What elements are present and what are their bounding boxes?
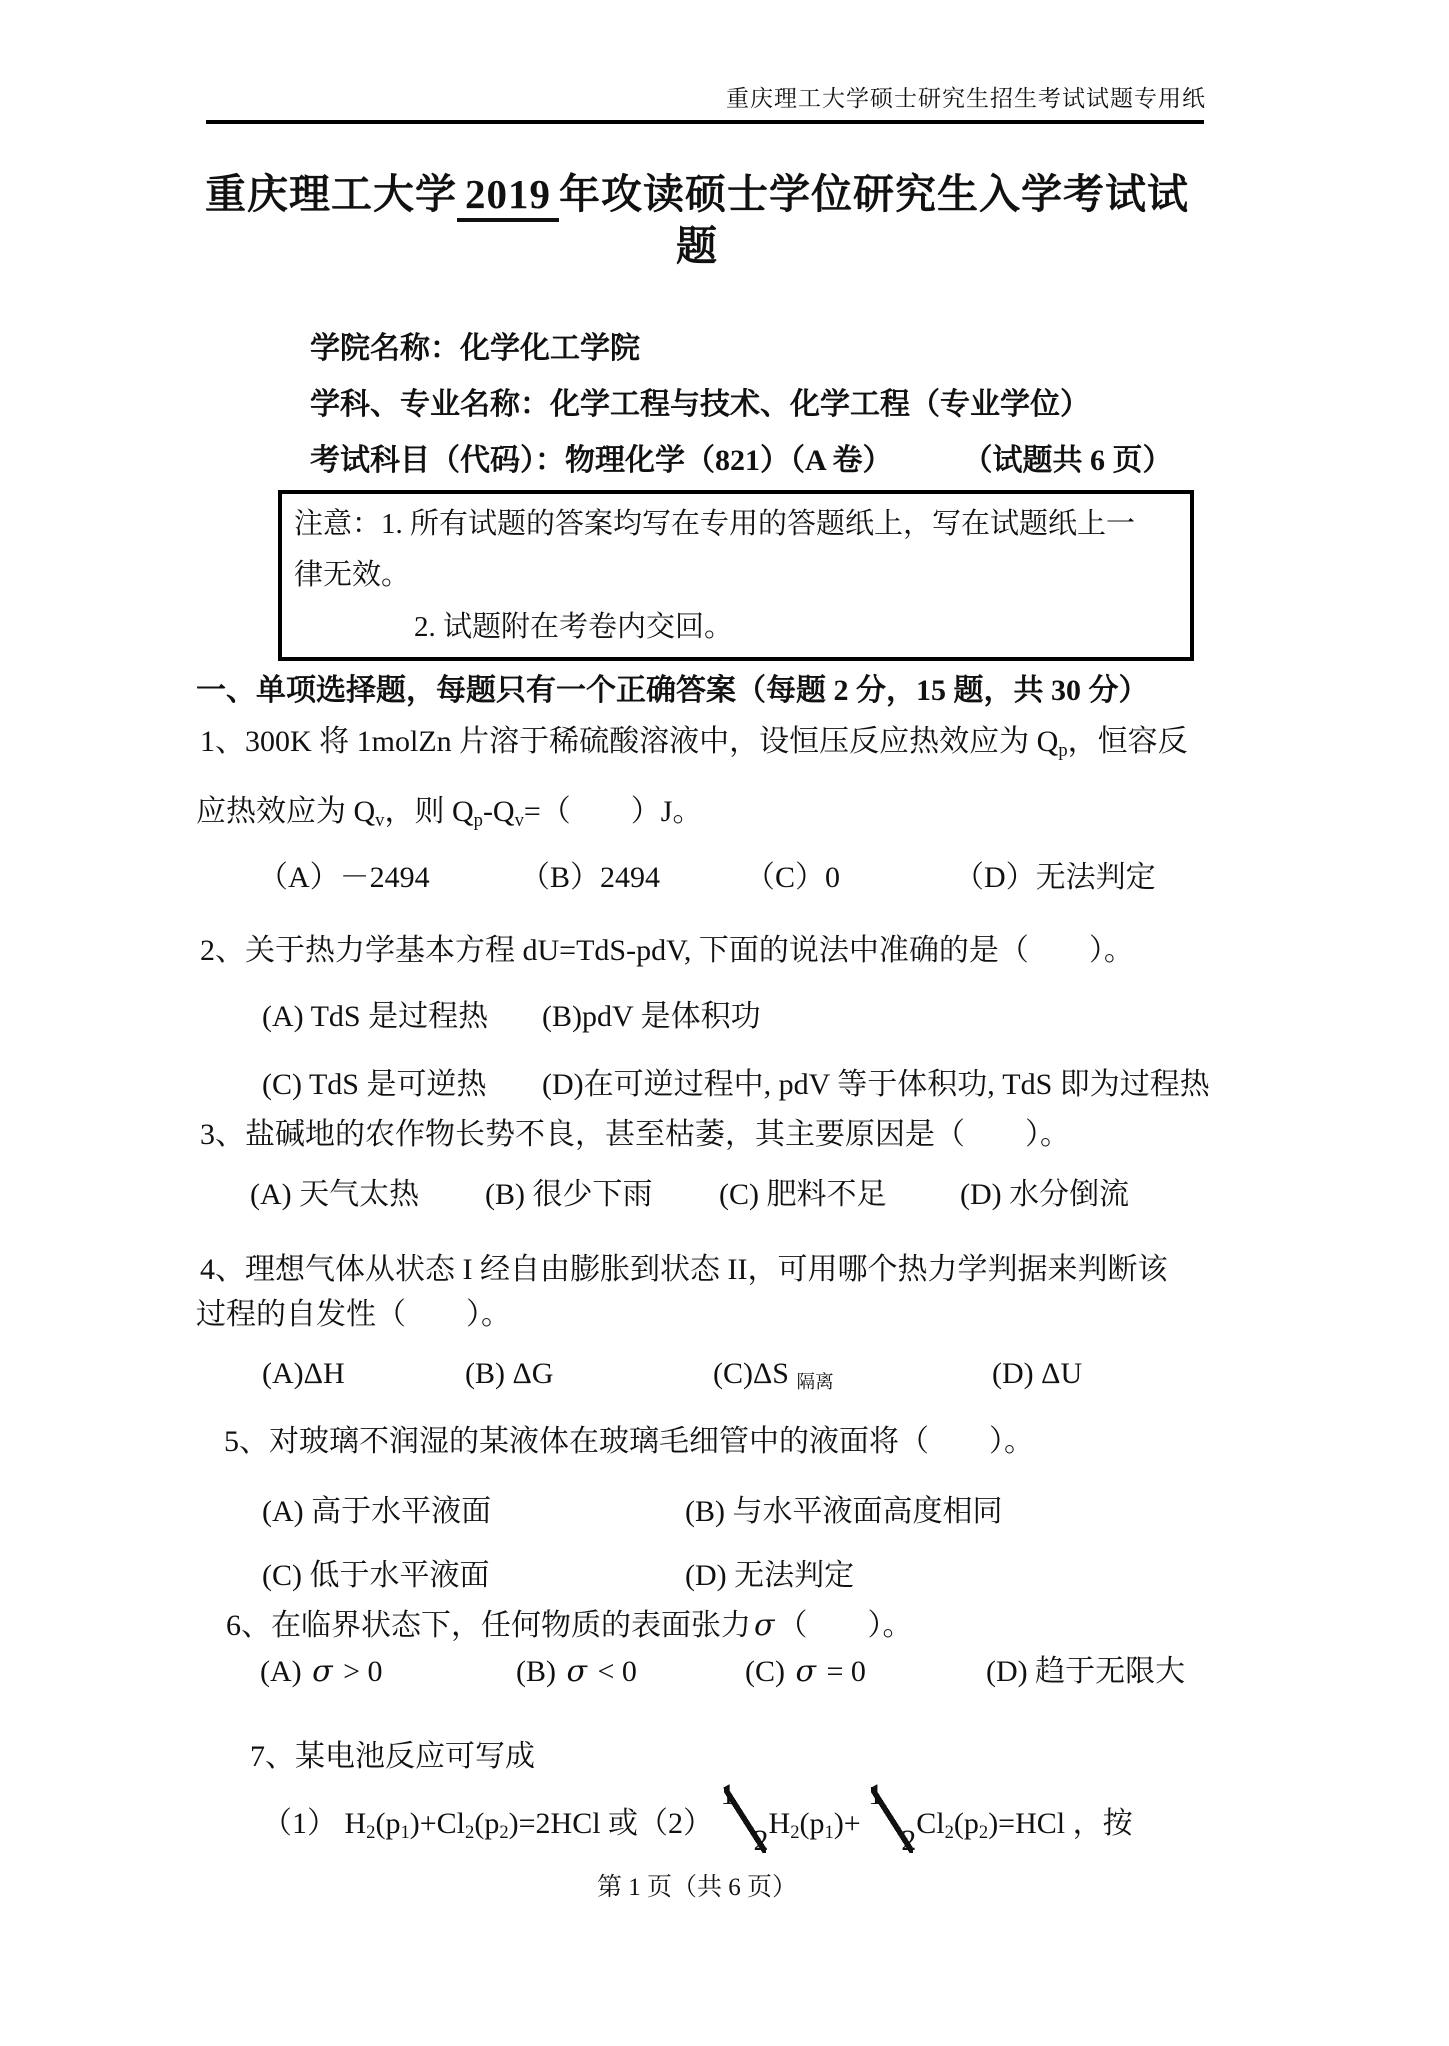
q1-option-a (258, 856, 520, 900)
text-run: (D) ΔU (992, 1357, 1083, 1390)
title-year-underlined: 2019 (457, 171, 559, 222)
q1-option-c (745, 856, 954, 900)
text-run: 6、在临界状态下，任何物质的表面张力 (226, 1609, 751, 1642)
text-run: -Q (482, 795, 515, 828)
q4-option-b (465, 1352, 713, 1396)
subscript-text: 2 (978, 1822, 989, 1844)
q2-option-a (262, 995, 542, 1039)
text-run: (B) 很少下雨 (485, 1178, 653, 1211)
text-run: 5、对玻璃不润湿的某液体在玻璃毛细管中的液面将（ ）。 (224, 1425, 1034, 1458)
subscript-text: 1 (824, 1822, 834, 1844)
text-run: (C)ΔS (713, 1357, 797, 1390)
text-run: (B) 与水平液面高度相同 (685, 1495, 1003, 1528)
text-run: （B）2494 (520, 861, 661, 894)
q2-stem (196, 929, 1252, 973)
text-run: 过程的自发性（ ）。 (196, 1298, 511, 1331)
title-prefix: 重庆理工大学 (205, 171, 457, 217)
text-run: (B) ΔG (465, 1357, 554, 1390)
fraction-numerator: 1 (720, 1778, 736, 1811)
text-run: < 0 (589, 1655, 637, 1688)
q7-equation (196, 1778, 1252, 1857)
text-run: (p (953, 1807, 979, 1840)
question-q1 (196, 720, 1252, 900)
text-run: (C) 低于水平液面 (262, 1559, 490, 1592)
text-run: (A) 高于水平液面 (262, 1495, 492, 1528)
q3-option-d (960, 1178, 1129, 1211)
q1-stem-line2 (196, 790, 1252, 834)
question-text (200, 934, 1134, 967)
page-footer: 第 1 页（共 6 页） (596, 1874, 797, 1901)
q3-option-c (719, 1173, 960, 1217)
sigma-symbol: σ (312, 1654, 333, 1689)
text-run: )+Cl (409, 1807, 466, 1840)
text-run: (D) 无法判定 (685, 1559, 855, 1592)
q6-option-a (260, 1650, 516, 1694)
text-run: (A) 天气太热 (250, 1178, 420, 1211)
subscript-text: v (514, 810, 524, 832)
q5-options-cd (196, 1554, 1252, 1598)
q5-stem (196, 1420, 1252, 1464)
text-run: )=2HCl 或（2） (508, 1807, 721, 1840)
q2-option-d (542, 1068, 1210, 1101)
notice-line-2: 律无效。 (294, 559, 411, 591)
text-run: )+ (833, 1807, 869, 1840)
text-run: (p (799, 1807, 825, 1840)
text-run: (C) 肥料不足 (719, 1178, 887, 1211)
text-run: > 0 (335, 1655, 383, 1688)
section1-heading: 一、单项选择题，每题只有一个正确答案（每题 2 分，15 题，共 30 分） (196, 674, 1149, 707)
text-run: =（ ）J。 (523, 795, 703, 828)
header-rule (206, 120, 1204, 124)
question-text (224, 1425, 1034, 1458)
fraction-numerator: 1 (868, 1778, 884, 1811)
text-run: (D)在可逆过程中, pdV 等于体积功, TdS 即为过程热 (542, 1068, 1210, 1101)
subject-line (310, 444, 1252, 478)
text-run: (B)pdV 是体积功 (542, 1000, 761, 1033)
q2-option-c (262, 1063, 542, 1107)
fraction-denominator: 2 (753, 1824, 769, 1857)
sigma-symbol: σ (795, 1654, 816, 1689)
subscript-text: 隔离 (796, 1372, 834, 1394)
page-content (196, 0, 1252, 1905)
q3-option-a (250, 1173, 485, 1217)
question-text (226, 1609, 912, 1642)
q2-options-cd (196, 1063, 1252, 1107)
text-run: 应热效应为 Q (196, 795, 376, 828)
notice-line-3: 2. 试题附在考卷内交回。 (414, 611, 734, 643)
q1-stem-line1 (196, 720, 1252, 764)
text-run: (D) 水分倒流 (960, 1178, 1130, 1211)
text-run: ，恒容反 (1067, 725, 1188, 758)
page-title (196, 168, 1198, 272)
subscript-text: 2 (790, 1822, 800, 1844)
text-run: (p (375, 1807, 401, 1840)
text-run: (A) (260, 1655, 310, 1688)
text-run: 4、理想气体从状态 I 经自由膨胀到状态 II，可用哪个热力学判据来判断该 (200, 1253, 1168, 1286)
q7-equation-text (262, 1778, 1133, 1857)
pages-note: （试题共 6 页） (962, 444, 1173, 477)
text-run: （D）无法判定 (954, 861, 1156, 894)
text-run: 2、关于热力学基本方程 dU=TdS-pdV, 下面的说法中准确的是（ ）。 (200, 934, 1134, 967)
text-run: (A) TdS 是过程热 (262, 1000, 489, 1033)
q1-options (196, 856, 1252, 900)
text-run: 7、某电池反应可写成 (250, 1740, 535, 1773)
major-name-line: 学科、专业名称：化学工程与技术、化学工程（专业学位） (310, 388, 1090, 421)
text-run: （A）－2494 (258, 861, 430, 894)
text-run: = 0 (818, 1655, 866, 1688)
text-run: (p (474, 1807, 500, 1840)
text-run: （ ）。 (777, 1609, 913, 1642)
fraction-denominator: 2 (901, 1824, 917, 1857)
text-run: (C) (745, 1655, 793, 1688)
q7-stem (196, 1735, 1252, 1779)
title-suffix: 年攻读硕士学位研究生入学考试试题 (559, 171, 1189, 269)
question-text (200, 725, 1188, 762)
q5-option-d (685, 1559, 854, 1592)
question-text (250, 1740, 535, 1773)
text-run: (C) TdS 是可逆热 (262, 1068, 487, 1101)
text-run: 3、盐碱地的农作物长势不良，甚至枯萎，其主要原因是（ ）。 (200, 1118, 1070, 1151)
q6-option-d (986, 1655, 1185, 1688)
fraction-one-half (868, 1778, 917, 1857)
school-name-line: 学院名称：化学化工学院 (310, 332, 640, 365)
question-q2 (196, 929, 1252, 1107)
q2-option-b (542, 1000, 761, 1033)
q2-options-ab (196, 995, 1252, 1039)
sigma-symbol: σ (566, 1654, 587, 1689)
exam-info-block (310, 332, 1252, 478)
text-run: （1） H (262, 1807, 367, 1840)
subscript-text: p (473, 810, 483, 832)
text-run: (B) (516, 1655, 564, 1688)
fraction-one-half (720, 1778, 769, 1857)
subscript-text: 2 (499, 1822, 509, 1844)
q3-option-b (485, 1173, 719, 1217)
q4-option-d (992, 1357, 1082, 1390)
q4-stem-line2 (196, 1293, 1252, 1337)
q6-stem (196, 1604, 1252, 1648)
text-run: )=HCl ，按 (988, 1807, 1133, 1840)
text-run: ，则 Q (384, 795, 474, 828)
q5-option-a (262, 1490, 685, 1534)
q3-stem (196, 1113, 1252, 1157)
sigma-symbol: σ (754, 1608, 775, 1643)
q5-options-ab (196, 1490, 1252, 1534)
q6-option-b (516, 1650, 745, 1694)
questions-list (196, 720, 1252, 1857)
text-run: (D) 趋于无限大 (986, 1655, 1186, 1688)
text-run: 1、300K 将 1molZn 片溶于稀硫酸溶液中，设恒压反应热效应为 Q (200, 725, 1059, 758)
subscript-text: v (375, 810, 385, 832)
q5-option-b (685, 1495, 1003, 1528)
header-note: 重庆理工大学硕士研究生招生考试试题专用纸 (726, 86, 1206, 111)
subscript-text: p (1058, 740, 1068, 762)
q5-option-c (262, 1554, 685, 1598)
notice-box (278, 490, 1194, 661)
q3-options (196, 1173, 1252, 1217)
question-text (196, 1298, 511, 1331)
q4-options (196, 1352, 1252, 1396)
question-q5 (196, 1420, 1252, 1598)
question-text (200, 1118, 1070, 1151)
q4-option-c (713, 1352, 992, 1396)
subject-text: 考试科目（代码）：物理化学（821）（A 卷） (310, 444, 893, 477)
subscript-text: 2 (944, 1822, 954, 1844)
subscript-text: 2 (465, 1822, 475, 1844)
q6-options (196, 1650, 1252, 1694)
question-text (200, 1253, 1167, 1286)
notice-line-1: 注意：1. 所有试题的答案均写在专用的答题纸上，写在试题纸上一 (294, 508, 1136, 540)
q1-option-d (954, 861, 1156, 894)
question-text (196, 795, 703, 832)
q4-stem-line1 (196, 1248, 1252, 1292)
q6-option-c (745, 1650, 986, 1694)
question-q4 (196, 1248, 1252, 1396)
text-run: Cl (916, 1807, 945, 1840)
text-run: （C）0 (745, 861, 841, 894)
subscript-text: 2 (366, 1822, 376, 1844)
question-q7 (196, 1735, 1252, 1857)
subscript-text: 1 (400, 1822, 410, 1844)
q1-option-b (520, 856, 745, 900)
text-run: H (768, 1807, 791, 1840)
text-run: (A)ΔH (262, 1357, 345, 1390)
q4-option-a (262, 1352, 465, 1396)
question-q6 (196, 1604, 1252, 1694)
question-q3 (196, 1113, 1252, 1217)
